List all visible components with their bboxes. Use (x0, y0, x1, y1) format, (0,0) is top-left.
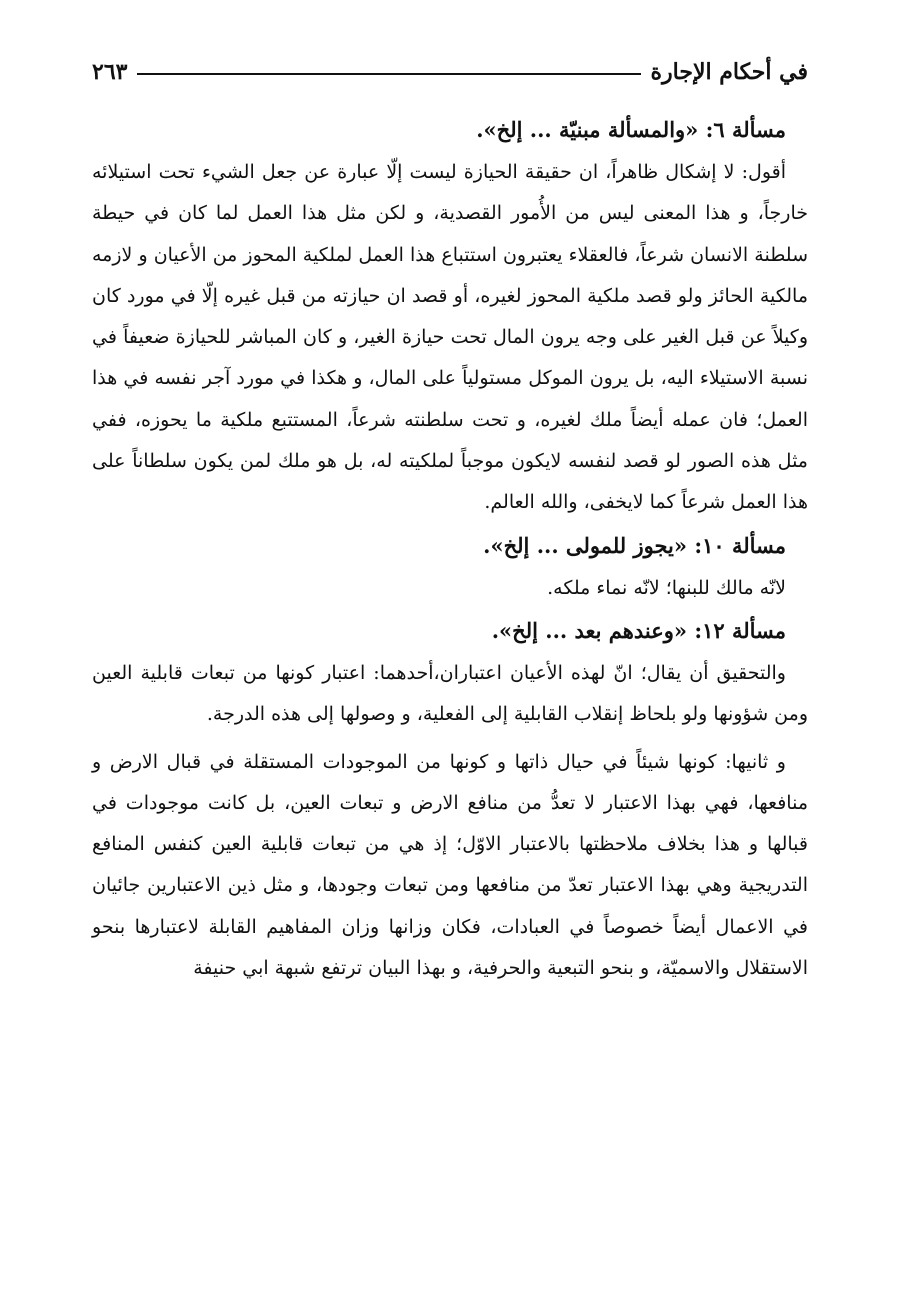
page-body (92, 108, 808, 989)
paragraph-issue-12-second: و ثانيها: كونها شيئاً في حيال ذاتها و كونها من الموجودات المستقلة في قبال الارض و منافعها، فهي بهذا الاعتبار لا تعدُّ من منافع الارض و تبعات العين، بل كانت موجودات في قبالها و هذا بخلاف ملاحظتها بالاعتبار الاوّل؛ إذ هي من تبعات قابلية العين كنفس المنافع التدريجية وهي بهذا الاعتبار تعدّ من منافعها ومن تبعات وجودها، و مثل ذين الاعتبارين جائيان في الاعمال أيضاً خصوصاً في العبادات، فكان وزانها وزان المفاهيم القابلة لاعتبارها بنحو الاستقلال والاسميّة، و بنحو التبعية والحرفية، و بهذا البيان ترتفع شبهة ابي حنيفة (92, 750, 808, 980)
section-heading-issue-6: مسألة ٦: «والمسألة مبنيّة ... إلخ». (476, 117, 786, 142)
page-number: ٢٦٣ (92, 59, 128, 85)
document-page (92, 50, 808, 1247)
page-header (92, 50, 808, 94)
paragraph-issue-12-first: والتحقيق أن يقال؛ انّ لهذه الأعيان اعتباران،أحدهما: اعتبار كونها من تبعات قابلية العين ومن شؤونها ولو بلحاظ إنقلاب القابلية إلى الفعلية، و وصولها إلى هذه الدرجة. (92, 661, 808, 726)
paragraph-issue-6: أقول: لا إشكال ظاهراً، ان حقيقة الحيازة ليست إلّا عبارة عن جعل الشيء تحت استيلائه خارجاً، و هذا المعنى ليس من الأُمور القصدية، و لكن مثل هذا العمل لما كان في حيطة سلطنة الانسان شرعاً، فالعقلاء يعتبرون استتباع هذا العمل لملكية المحوز من الأعيان و لازمه مالكية الحائز ولو قصد ملكية المحوز لغيره، أو قصد ان حيازته من قبل غيره إلّا في مورد كان وكيلاً عن قبل الغير على وجه يرون المال تحت حيازة الغير، و كان المباشر للحيازة ضعيفاً في نسبة الاستيلاء اليه، بل يرون الموكل مستولياً على المال، و هكذا في مورد آجر نفسه في هذا العمل؛ فان عمله أيضاً ملك لغيره، و تحت سلطنته شرعاً، المستتبع ملكية ما يحوزه، ففي مثل هذه الصور لو قصد لنفسه لايكون موجباً لملكيته له، بل هو ملك لمن يكون سلطاناً على هذا العمل شرعاً كما لايخفى، والله العالم. (92, 161, 808, 514)
section-heading-issue-12: مسألة ١٢: «وعندهم بعد ... إلخ». (491, 617, 786, 643)
section-heading-issue-10: مسألة ١٠: «يجوز للمولى ... إلخ». (483, 532, 786, 558)
header-rule (137, 73, 640, 75)
paragraph-issue-10: لانّه مالك للبنها؛ لانّه نماء ملكه. (547, 576, 786, 599)
running-title: في أحكام الإجارة (650, 59, 808, 85)
